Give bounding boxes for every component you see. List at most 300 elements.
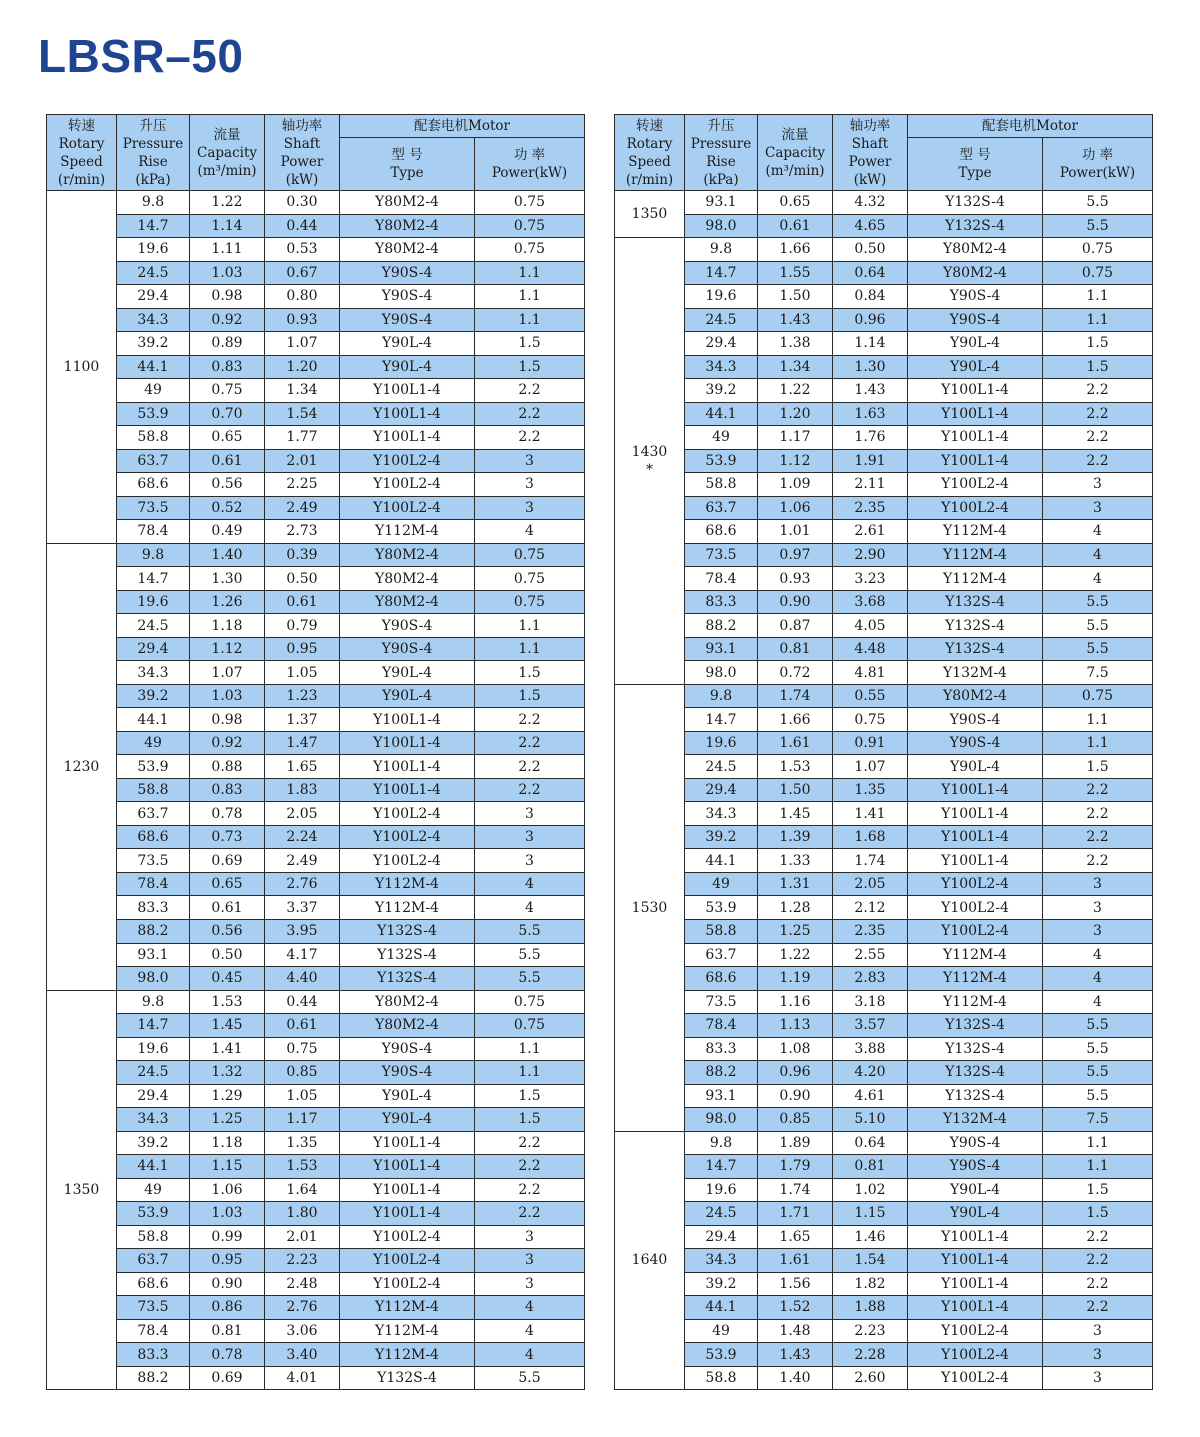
motor-type-cell: Y100L1-4 bbox=[340, 402, 475, 426]
table-row bbox=[615, 191, 1153, 215]
motor-power-cell: 1.5 bbox=[475, 332, 585, 356]
shaft-power-cell: 1.17 bbox=[265, 1108, 340, 1132]
motor-type-cell: Y80M2-4 bbox=[340, 567, 475, 591]
header-speed-line: (r/min) bbox=[625, 171, 674, 188]
pressure-cell: 73.5 bbox=[117, 1296, 190, 1320]
pressure-cell: 39.2 bbox=[685, 1272, 758, 1296]
shaft-power-cell: 1.74 bbox=[833, 849, 908, 873]
capacity-cell: 0.83 bbox=[190, 778, 265, 802]
motor-power-cell: 3 bbox=[1043, 473, 1153, 497]
motor-type-cell: Y100L1-4 bbox=[908, 426, 1043, 450]
speed-cell: 1350 bbox=[615, 191, 685, 238]
pressure-cell: 44.1 bbox=[117, 355, 190, 379]
shaft-power-cell: 3.06 bbox=[265, 1319, 340, 1343]
motor-power-cell: 1.1 bbox=[475, 308, 585, 332]
capacity-cell: 1.28 bbox=[758, 896, 833, 920]
motor-type-cell: Y100L2-4 bbox=[908, 872, 1043, 896]
pressure-cell: 93.1 bbox=[685, 637, 758, 661]
shaft-power-cell: 1.91 bbox=[833, 449, 908, 473]
table-row bbox=[47, 238, 585, 262]
pressure-cell: 53.9 bbox=[117, 402, 190, 426]
table-row bbox=[47, 755, 585, 779]
pressure-cell: 19.6 bbox=[685, 731, 758, 755]
table-row bbox=[47, 1319, 585, 1343]
capacity-cell: 1.16 bbox=[758, 990, 833, 1014]
motor-power-cell: 3 bbox=[475, 496, 585, 520]
pressure-cell: 63.7 bbox=[117, 1249, 190, 1273]
table-row bbox=[615, 1108, 1153, 1132]
pressure-cell: 49 bbox=[685, 1319, 758, 1343]
motor-type-cell: Y100L2-4 bbox=[908, 919, 1043, 943]
capacity-cell: 1.29 bbox=[190, 1084, 265, 1108]
capacity-cell: 1.25 bbox=[190, 1108, 265, 1132]
table-row bbox=[47, 1108, 585, 1132]
shaft-power-cell: 0.61 bbox=[265, 590, 340, 614]
capacity-cell: 1.40 bbox=[758, 1366, 833, 1390]
table-row bbox=[47, 1131, 585, 1155]
pressure-cell: 58.8 bbox=[117, 426, 190, 450]
motor-type-cell: Y132S-4 bbox=[340, 1366, 475, 1390]
motor-type-cell: Y100L1-4 bbox=[908, 778, 1043, 802]
motor-type-cell: Y90S-4 bbox=[340, 1061, 475, 1085]
motor-type-cell: Y100L2-4 bbox=[908, 473, 1043, 497]
shaft-power-cell: 4.61 bbox=[833, 1084, 908, 1108]
shaft-power-cell: 1.34 bbox=[265, 379, 340, 403]
pressure-cell: 29.4 bbox=[117, 285, 190, 309]
pressure-cell: 88.2 bbox=[685, 1061, 758, 1085]
motor-type-cell: Y112M-4 bbox=[908, 567, 1043, 591]
shaft-power-cell: 1.35 bbox=[265, 1131, 340, 1155]
motor-power-cell: 1.1 bbox=[1043, 285, 1153, 309]
motor-power-cell: 0.75 bbox=[475, 214, 585, 238]
header-capacity bbox=[758, 115, 833, 191]
capacity-cell: 0.88 bbox=[190, 755, 265, 779]
shaft-power-cell: 2.76 bbox=[265, 1296, 340, 1320]
motor-type-cell: Y90L-4 bbox=[908, 1178, 1043, 1202]
motor-power-cell: 5.5 bbox=[475, 1366, 585, 1390]
capacity-cell: 0.69 bbox=[190, 1366, 265, 1390]
header-motor-type-line: Type bbox=[390, 165, 424, 181]
motor-type-cell: Y100L2-4 bbox=[340, 825, 475, 849]
motor-type-cell: Y100L2-4 bbox=[908, 496, 1043, 520]
table-row bbox=[615, 1155, 1153, 1179]
motor-type-cell: Y100L2-4 bbox=[340, 802, 475, 826]
table-row bbox=[615, 1178, 1153, 1202]
table-row bbox=[615, 261, 1153, 285]
shaft-power-cell: 2.55 bbox=[833, 943, 908, 967]
pressure-cell: 29.4 bbox=[685, 778, 758, 802]
motor-type-cell: Y90S-4 bbox=[908, 1155, 1043, 1179]
motor-power-cell: 2.2 bbox=[475, 755, 585, 779]
motor-type-cell: Y90S-4 bbox=[908, 731, 1043, 755]
capacity-cell: 0.90 bbox=[758, 1084, 833, 1108]
shaft-power-cell: 0.95 bbox=[265, 637, 340, 661]
shaft-power-cell: 0.91 bbox=[833, 731, 908, 755]
header-speed-line: 转速 bbox=[68, 117, 95, 134]
capacity-cell: 1.74 bbox=[758, 684, 833, 708]
pressure-cell: 49 bbox=[117, 1178, 190, 1202]
shaft-power-cell: 2.61 bbox=[833, 520, 908, 544]
table-row bbox=[615, 637, 1153, 661]
shaft-power-cell: 1.20 bbox=[265, 355, 340, 379]
shaft-power-cell: 1.23 bbox=[265, 684, 340, 708]
shaft-power-cell: 3.57 bbox=[833, 1014, 908, 1038]
pressure-cell: 39.2 bbox=[117, 332, 190, 356]
motor-type-cell: Y90S-4 bbox=[340, 1037, 475, 1061]
table-row bbox=[47, 191, 585, 215]
motor-type-cell: Y100L1-4 bbox=[340, 426, 475, 450]
capacity-cell: 0.98 bbox=[190, 285, 265, 309]
spec-table-left bbox=[46, 114, 585, 1390]
shaft-power-cell: 2.35 bbox=[833, 496, 908, 520]
shaft-power-cell: 0.61 bbox=[265, 1014, 340, 1038]
table-row bbox=[615, 967, 1153, 991]
header-pressure-line: 升压 bbox=[139, 117, 167, 134]
header-pressure-line: 升压 bbox=[707, 117, 735, 134]
capacity-cell: 1.45 bbox=[190, 1014, 265, 1038]
table-row bbox=[47, 802, 585, 826]
motor-power-cell: 1.5 bbox=[475, 1084, 585, 1108]
shaft-power-cell: 5.10 bbox=[833, 1108, 908, 1132]
motor-power-cell: 0.75 bbox=[475, 191, 585, 215]
shaft-power-cell: 1.65 bbox=[265, 755, 340, 779]
shaft-power-cell: 0.39 bbox=[265, 543, 340, 567]
header-motor-type-line: 型 号 bbox=[959, 147, 991, 163]
capacity-cell: 0.98 bbox=[190, 708, 265, 732]
header-pressure bbox=[685, 115, 758, 191]
shaft-power-cell: 0.79 bbox=[265, 614, 340, 638]
motor-type-cell: Y100L1-4 bbox=[340, 1155, 475, 1179]
capacity-cell: 0.50 bbox=[190, 943, 265, 967]
table-row bbox=[615, 802, 1153, 826]
pressure-cell: 53.9 bbox=[117, 1202, 190, 1226]
shaft-power-cell: 0.85 bbox=[265, 1061, 340, 1085]
table-row bbox=[47, 308, 585, 332]
shaft-power-cell: 3.18 bbox=[833, 990, 908, 1014]
shaft-power-cell: 1.54 bbox=[833, 1249, 908, 1273]
motor-type-cell: Y90L-4 bbox=[340, 355, 475, 379]
header-capacity bbox=[190, 115, 265, 191]
capacity-cell: 1.03 bbox=[190, 261, 265, 285]
pressure-cell: 58.8 bbox=[117, 778, 190, 802]
table-row bbox=[615, 449, 1153, 473]
motor-type-cell: Y100L2-4 bbox=[340, 449, 475, 473]
header-pressure-line: Pressure bbox=[690, 135, 752, 152]
motor-power-cell: 7.5 bbox=[1043, 661, 1153, 685]
capacity-cell: 0.73 bbox=[190, 825, 265, 849]
motor-type-cell: Y132S-4 bbox=[340, 943, 475, 967]
capacity-cell: 1.66 bbox=[758, 708, 833, 732]
shaft-power-cell: 1.43 bbox=[833, 379, 908, 403]
capacity-cell: 1.79 bbox=[758, 1155, 833, 1179]
table-row bbox=[47, 520, 585, 544]
header-shaft-power-line: Shaft bbox=[851, 135, 889, 152]
motor-power-cell: 4 bbox=[475, 1296, 585, 1320]
shaft-power-cell: 1.54 bbox=[265, 402, 340, 426]
capacity-cell: 1.74 bbox=[758, 1178, 833, 1202]
shaft-power-cell: 1.53 bbox=[265, 1155, 340, 1179]
motor-type-cell: Y90L-4 bbox=[340, 661, 475, 685]
header-capacity-line: (m³/min) bbox=[197, 162, 257, 179]
table-row bbox=[47, 285, 585, 309]
pressure-cell: 39.2 bbox=[685, 379, 758, 403]
shaft-power-cell: 2.76 bbox=[265, 872, 340, 896]
motor-power-cell: 1.1 bbox=[1043, 308, 1153, 332]
motor-type-cell: Y100L1-4 bbox=[908, 402, 1043, 426]
capacity-cell: 1.26 bbox=[190, 590, 265, 614]
capacity-cell: 1.66 bbox=[758, 238, 833, 262]
capacity-cell: 0.72 bbox=[758, 661, 833, 685]
motor-type-cell: Y112M-4 bbox=[908, 967, 1043, 991]
motor-power-cell: 1.1 bbox=[475, 285, 585, 309]
table-row bbox=[47, 1249, 585, 1273]
table-row bbox=[47, 426, 585, 450]
pressure-cell: 63.7 bbox=[685, 943, 758, 967]
motor-power-cell: 3 bbox=[1043, 1366, 1153, 1390]
motor-power-cell: 1.5 bbox=[475, 1108, 585, 1132]
motor-power-cell: 2.2 bbox=[1043, 426, 1153, 450]
shaft-power-cell: 2.24 bbox=[265, 825, 340, 849]
table-row bbox=[615, 1037, 1153, 1061]
motor-power-cell: 0.75 bbox=[475, 1014, 585, 1038]
table-row bbox=[47, 1272, 585, 1296]
capacity-cell: 1.30 bbox=[190, 567, 265, 591]
table-row bbox=[47, 1202, 585, 1226]
shaft-power-cell: 4.32 bbox=[833, 191, 908, 215]
motor-power-cell: 4 bbox=[475, 872, 585, 896]
shaft-power-cell: 2.35 bbox=[833, 919, 908, 943]
capacity-cell: 1.22 bbox=[758, 379, 833, 403]
speed-cell: 1530 bbox=[615, 684, 685, 1131]
pressure-cell: 83.3 bbox=[685, 590, 758, 614]
motor-type-cell: Y90L-4 bbox=[340, 1108, 475, 1132]
motor-power-cell: 2.2 bbox=[1043, 402, 1153, 426]
motor-power-cell: 2.2 bbox=[475, 1155, 585, 1179]
header-speed-line: Speed bbox=[60, 153, 103, 170]
shaft-power-cell: 1.68 bbox=[833, 825, 908, 849]
capacity-cell: 1.14 bbox=[190, 214, 265, 238]
shaft-power-cell: 0.53 bbox=[265, 238, 340, 262]
shaft-power-cell: 1.35 bbox=[833, 778, 908, 802]
header-motor-power bbox=[1043, 138, 1153, 191]
table-row bbox=[47, 637, 585, 661]
motor-power-cell: 5.5 bbox=[1043, 1037, 1153, 1061]
speed-cell: 1430 * bbox=[615, 238, 685, 685]
motor-power-cell: 4 bbox=[1043, 990, 1153, 1014]
pressure-cell: 78.4 bbox=[685, 1014, 758, 1038]
motor-power-cell: 2.2 bbox=[475, 778, 585, 802]
shaft-power-cell: 3.37 bbox=[265, 896, 340, 920]
capacity-cell: 1.19 bbox=[758, 967, 833, 991]
pressure-cell: 98.0 bbox=[685, 661, 758, 685]
table-row bbox=[47, 1225, 585, 1249]
pressure-cell: 9.8 bbox=[685, 1131, 758, 1155]
table-row bbox=[615, 473, 1153, 497]
table-row bbox=[47, 355, 585, 379]
table-row bbox=[615, 825, 1153, 849]
capacity-cell: 1.18 bbox=[190, 614, 265, 638]
motor-power-cell: 2.2 bbox=[1043, 1272, 1153, 1296]
capacity-cell: 1.41 bbox=[190, 1037, 265, 1061]
motor-type-cell: Y100L1-4 bbox=[908, 825, 1043, 849]
header-capacity-line: Capacity bbox=[197, 144, 257, 161]
motor-power-cell: 0.75 bbox=[475, 238, 585, 262]
pressure-cell: 58.8 bbox=[685, 919, 758, 943]
shaft-power-cell: 2.49 bbox=[265, 849, 340, 873]
pressure-cell: 14.7 bbox=[685, 708, 758, 732]
motor-power-cell: 2.2 bbox=[475, 402, 585, 426]
motor-power-cell: 2.2 bbox=[1043, 1225, 1153, 1249]
motor-type-cell: Y100L2-4 bbox=[340, 496, 475, 520]
pressure-cell: 83.3 bbox=[685, 1037, 758, 1061]
motor-type-cell: Y100L1-4 bbox=[340, 1178, 475, 1202]
motor-type-cell: Y90S-4 bbox=[908, 308, 1043, 332]
motor-power-cell: 4 bbox=[475, 896, 585, 920]
pressure-cell: 93.1 bbox=[685, 191, 758, 215]
capacity-cell: 1.12 bbox=[190, 637, 265, 661]
table-row bbox=[615, 543, 1153, 567]
pressure-cell: 88.2 bbox=[117, 1366, 190, 1390]
capacity-cell: 1.11 bbox=[190, 238, 265, 262]
motor-type-cell: Y112M-4 bbox=[908, 520, 1043, 544]
motor-power-cell: 4 bbox=[1043, 543, 1153, 567]
shaft-power-cell: 1.30 bbox=[833, 355, 908, 379]
capacity-cell: 0.61 bbox=[190, 449, 265, 473]
capacity-cell: 0.97 bbox=[758, 543, 833, 567]
pressure-cell: 98.0 bbox=[685, 214, 758, 238]
pressure-cell: 44.1 bbox=[685, 402, 758, 426]
table-row bbox=[615, 708, 1153, 732]
table-row bbox=[47, 849, 585, 873]
shaft-power-cell: 1.05 bbox=[265, 1084, 340, 1108]
shaft-power-cell: 1.07 bbox=[833, 755, 908, 779]
motor-type-cell: Y90L-4 bbox=[340, 684, 475, 708]
capacity-cell: 0.92 bbox=[190, 308, 265, 332]
table-row bbox=[47, 402, 585, 426]
capacity-cell: 1.06 bbox=[190, 1178, 265, 1202]
header-motor-type bbox=[340, 138, 475, 191]
capacity-cell: 1.33 bbox=[758, 849, 833, 873]
shaft-power-cell: 2.05 bbox=[833, 872, 908, 896]
shaft-power-cell: 0.50 bbox=[265, 567, 340, 591]
motor-power-cell: 7.5 bbox=[1043, 1108, 1153, 1132]
motor-type-cell: Y80M2-4 bbox=[340, 238, 475, 262]
header-pressure-line: Pressure bbox=[122, 135, 184, 152]
capacity-cell: 1.09 bbox=[758, 473, 833, 497]
page-title: LBSR–50 bbox=[38, 30, 244, 82]
motor-power-cell: 5.5 bbox=[475, 943, 585, 967]
pressure-cell: 19.6 bbox=[685, 285, 758, 309]
motor-power-cell: 0.75 bbox=[475, 990, 585, 1014]
shaft-power-cell: 3.88 bbox=[833, 1037, 908, 1061]
capacity-cell: 0.65 bbox=[758, 191, 833, 215]
motor-power-cell: 2.2 bbox=[1043, 1296, 1153, 1320]
motor-power-cell: 2.2 bbox=[1043, 825, 1153, 849]
shaft-power-cell: 1.02 bbox=[833, 1178, 908, 1202]
pressure-cell: 19.6 bbox=[685, 1178, 758, 1202]
motor-power-cell: 2.2 bbox=[1043, 778, 1153, 802]
capacity-cell: 1.52 bbox=[758, 1296, 833, 1320]
motor-power-cell: 1.5 bbox=[1043, 355, 1153, 379]
table-row bbox=[47, 614, 585, 638]
motor-power-cell: 2.2 bbox=[475, 426, 585, 450]
motor-type-cell: Y90S-4 bbox=[340, 637, 475, 661]
table-row bbox=[615, 214, 1153, 238]
capacity-cell: 1.43 bbox=[758, 308, 833, 332]
shaft-power-cell: 2.49 bbox=[265, 496, 340, 520]
shaft-power-cell: 2.01 bbox=[265, 449, 340, 473]
capacity-cell: 0.90 bbox=[758, 590, 833, 614]
capacity-cell: 1.18 bbox=[190, 1131, 265, 1155]
motor-type-cell: Y80M2-4 bbox=[340, 590, 475, 614]
pressure-cell: 44.1 bbox=[685, 1296, 758, 1320]
table-row bbox=[615, 990, 1153, 1014]
speed-cell: 1230 bbox=[47, 543, 117, 990]
motor-power-cell: 1.1 bbox=[1043, 1155, 1153, 1179]
table-row bbox=[47, 543, 585, 567]
table-row bbox=[47, 590, 585, 614]
motor-power-cell: 5.5 bbox=[1043, 614, 1153, 638]
shaft-power-cell: 4.17 bbox=[265, 943, 340, 967]
motor-type-cell: Y132S-4 bbox=[340, 967, 475, 991]
shaft-power-cell: 1.14 bbox=[833, 332, 908, 356]
motor-type-cell: Y90L-4 bbox=[908, 332, 1043, 356]
motor-type-cell: Y100L1-4 bbox=[908, 802, 1043, 826]
pressure-cell: 9.8 bbox=[117, 990, 190, 1014]
motor-power-cell: 3 bbox=[475, 825, 585, 849]
table-row bbox=[47, 1366, 585, 1390]
capacity-cell: 0.83 bbox=[190, 355, 265, 379]
capacity-cell: 1.71 bbox=[758, 1202, 833, 1226]
motor-type-cell: Y100L2-4 bbox=[908, 1319, 1043, 1343]
motor-power-cell: 1.1 bbox=[475, 1037, 585, 1061]
capacity-cell: 0.56 bbox=[190, 919, 265, 943]
motor-power-cell: 3 bbox=[1043, 1319, 1153, 1343]
capacity-cell: 1.25 bbox=[758, 919, 833, 943]
motor-type-cell: Y100L2-4 bbox=[340, 1272, 475, 1296]
capacity-cell: 0.90 bbox=[190, 1272, 265, 1296]
table-row bbox=[615, 849, 1153, 873]
shaft-power-cell: 2.28 bbox=[833, 1343, 908, 1367]
capacity-cell: 1.45 bbox=[758, 802, 833, 826]
pressure-cell: 14.7 bbox=[685, 1155, 758, 1179]
motor-power-cell: 3 bbox=[475, 849, 585, 873]
table-row bbox=[47, 967, 585, 991]
table-row bbox=[615, 1225, 1153, 1249]
motor-type-cell: Y100L1-4 bbox=[908, 1249, 1043, 1273]
shaft-power-cell: 2.48 bbox=[265, 1272, 340, 1296]
pressure-cell: 49 bbox=[117, 731, 190, 755]
shaft-power-cell: 1.05 bbox=[265, 661, 340, 685]
pressure-cell: 19.6 bbox=[117, 590, 190, 614]
motor-type-cell: Y80M2-4 bbox=[908, 684, 1043, 708]
motor-type-cell: Y100L1-4 bbox=[340, 755, 475, 779]
motor-power-cell: 2.2 bbox=[475, 379, 585, 403]
header-shaft-power-line: Power bbox=[848, 153, 892, 170]
motor-power-cell: 3 bbox=[1043, 496, 1153, 520]
motor-type-cell: Y112M-4 bbox=[340, 872, 475, 896]
capacity-cell: 0.92 bbox=[190, 731, 265, 755]
table-row bbox=[47, 778, 585, 802]
capacity-cell: 0.70 bbox=[190, 402, 265, 426]
motor-type-cell: Y132S-4 bbox=[908, 191, 1043, 215]
header-speed-line: Rotary bbox=[58, 135, 105, 152]
shaft-power-cell: 1.47 bbox=[265, 731, 340, 755]
motor-type-cell: Y100L2-4 bbox=[340, 1225, 475, 1249]
capacity-cell: 1.15 bbox=[190, 1155, 265, 1179]
shaft-power-cell: 3.40 bbox=[265, 1343, 340, 1367]
table-row bbox=[47, 990, 585, 1014]
